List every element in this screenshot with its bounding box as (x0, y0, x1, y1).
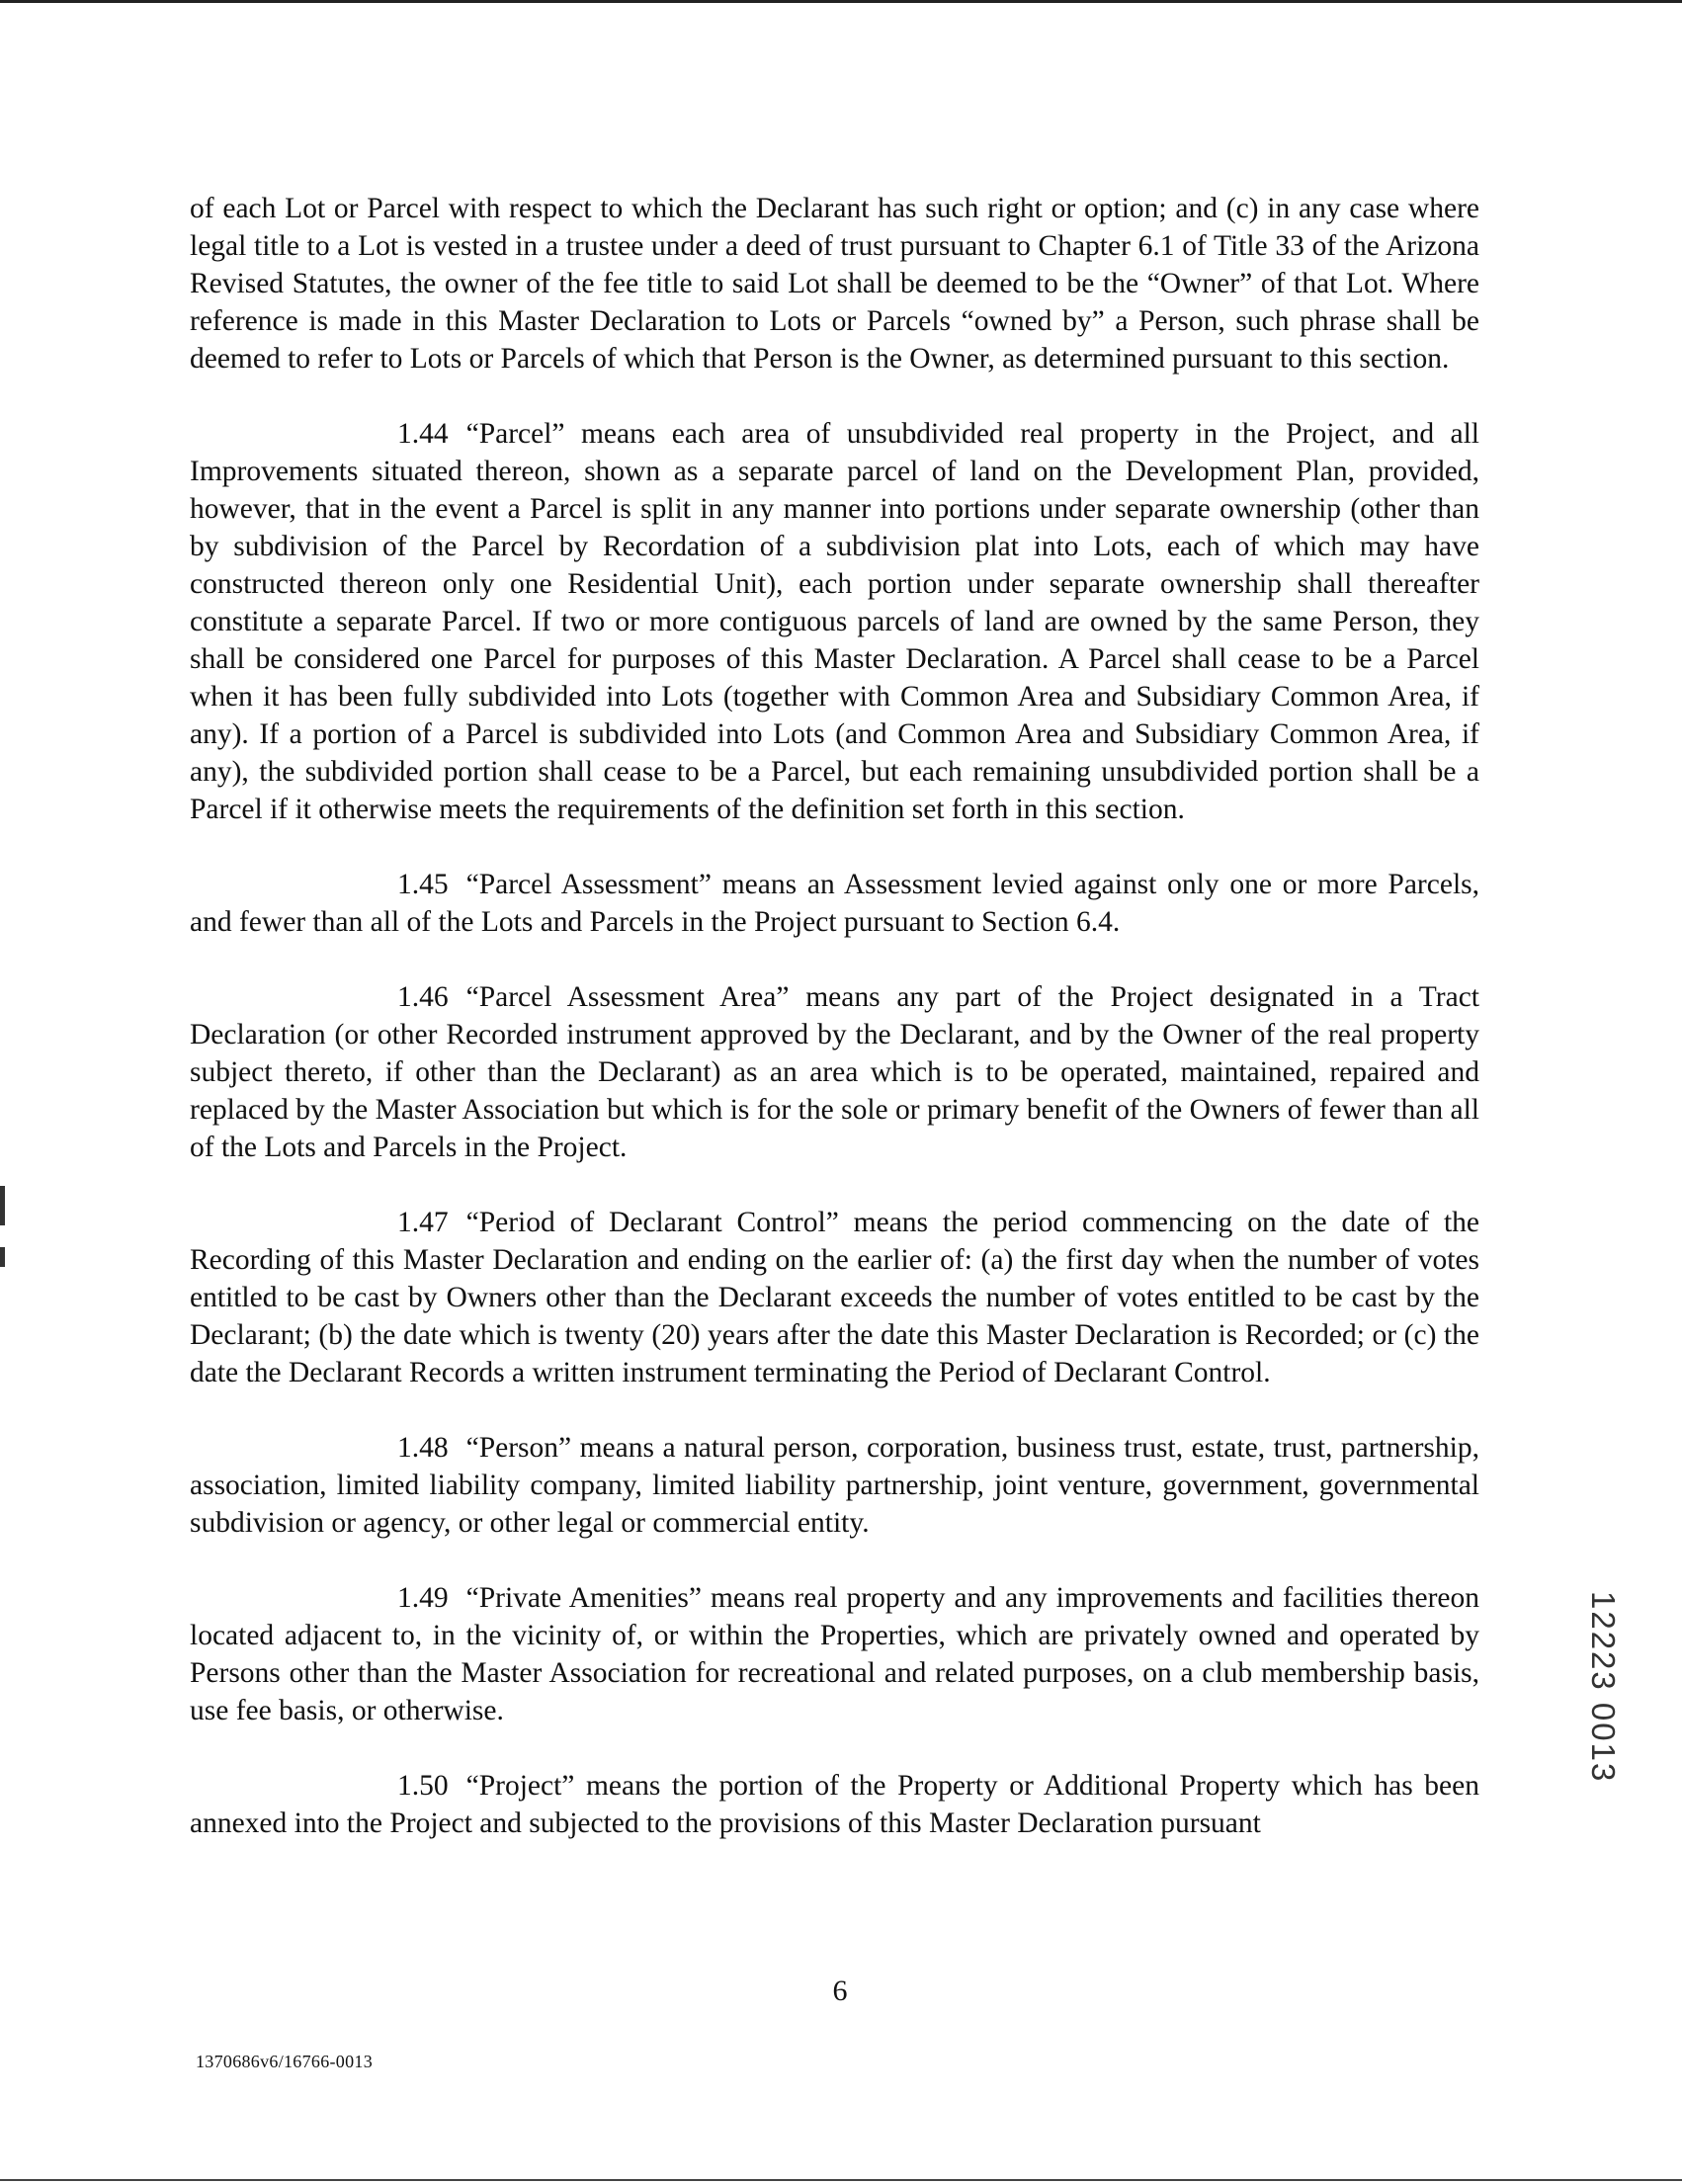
definition-1-44 (190, 415, 1479, 828)
document-id: 1370686v6/16766-0013 (196, 2052, 373, 2071)
definition-1-47 (190, 1204, 1479, 1391)
paragraph-text: of each Lot or Parcel with respect to which the Declarant has such right or option; and (c) in any case where legal title to a Lot is vested in a trustee under a deed of trust pursuant to Chapter 6.1 of Title 33 of the Arizona Revised Statutes, the owner of the fee title to said Lot shall be deemed to be the “Owner” of that Lot. Where reference is made in this Master Declaration to Lots or Parcels “owned by” a Person, such phrase shall be deemed to refer to Lots or Parcels of which that Person is the Owner, as determined pursuant to this section. (190, 193, 1479, 375)
definition-1-45 (190, 866, 1479, 941)
section-number: 1.44 (397, 418, 449, 450)
paragraph-text: “Person” means a natural person, corporation, business trust, estate, trust, partnership, association, limited liability company, limited liability partnership, joint venture, government, governmental subdivision or agency, or other legal or commercial entity. (190, 1432, 1479, 1539)
section-number: 1.47 (397, 1207, 449, 1238)
paragraph-text: “Parcel” means each area of unsubdivided real property in the Project, and all Improvements situated thereon, shown as a separate parcel of land on the Development Plan, provided, however, that in the event a Parcel is split in any manner into portions under separate ownership (other than by subdivision of the Parcel by Recordation of a subdivision plat into Lots, each of which may have constructed thereon only one Residential Unit), each portion under separate ownership shall thereafter constitute a separate Parcel. If two or more contiguous parcels of land are owned by the same Person, they shall be considered one Parcel for purposes of this Master Declaration. A Parcel shall cease to be a Parcel when it has been fully subdivided into Lots (together with Common Area and Subsidiary Common Area, if any). If a portion of a Parcel is subdivided into Lots (and Common Area and Subsidiary Common Area, if any), the subdivided portion shall cease to be a Parcel, but each remaining unsubdivided portion shall be a Parcel if it otherwise meets the requirements of the definition set forth in this section. (190, 418, 1479, 825)
paragraph-text: “Parcel Assessment Area” means any part of the Project designated in a Tract Declaration (or other Recorded instrument approved by the Declarant, and by the Owner of the real property subject thereto, if other than the Declarant) as an area which is to be operated, maintained, repaired and replaced by the Master Association but which is for the sole or primary benefit of the Owners of fewer than all of the Lots and Parcels in the Project. (190, 981, 1479, 1163)
left-scan-mark (0, 1186, 5, 1225)
continuation-paragraph (190, 190, 1479, 378)
paragraph-text: “Private Amenities” means real property and any improvements and facilities thereon located adjacent to, in the vicinity of, or within the Properties, which are privately owned and operated by Persons other than the Master Association for recreational and related purposes, on a club membership basis, use fee basis, or otherwise. (190, 1582, 1479, 1726)
section-number: 1.49 (397, 1582, 449, 1614)
section-number: 1.46 (397, 981, 449, 1013)
definition-1-48 (190, 1429, 1479, 1542)
page-number: 6 (832, 1974, 848, 2007)
paragraph-text: “Period of Declarant Control” means the period commencing on the date of the Recording of this Master Declaration and ending on the earlier of: (a) the first day when the number of votes entitled to be cast by Owners other than the Declarant exceeds the number of votes entitled to be cast by the Declarant; (b) the date which is twenty (20) years after the date this Master Declaration is Recorded; or (c) the date the Declarant Records a written instrument terminating the Period of Declarant Control. (190, 1207, 1479, 1388)
definition-1-46 (190, 978, 1479, 1166)
section-number: 1.45 (397, 869, 449, 900)
paragraph-text: “Parcel Assessment” means an Assessment levied against only one or more Parcels, and fewer than all of the Lots and Parcels in the Project pursuant to Section 6.4. (190, 869, 1479, 938)
bottom-scan-border (0, 2179, 1682, 2181)
left-scan-mark (0, 1247, 5, 1267)
top-scan-border (0, 0, 1682, 3)
document-body (190, 190, 1479, 1880)
section-number: 1.48 (397, 1432, 449, 1464)
definition-1-49 (190, 1579, 1479, 1729)
section-number: 1.50 (397, 1770, 449, 1802)
recording-stamp (1577, 1591, 1629, 1848)
definition-1-50 (190, 1767, 1479, 1842)
recording-stamp-text: 12223 0013 (1585, 1591, 1622, 1784)
paragraph-text: “Project” means the portion of the Property or Additional Property which has been annexed into the Project and subjected to the provisions of this Master Declaration pursuant (190, 1770, 1479, 1839)
